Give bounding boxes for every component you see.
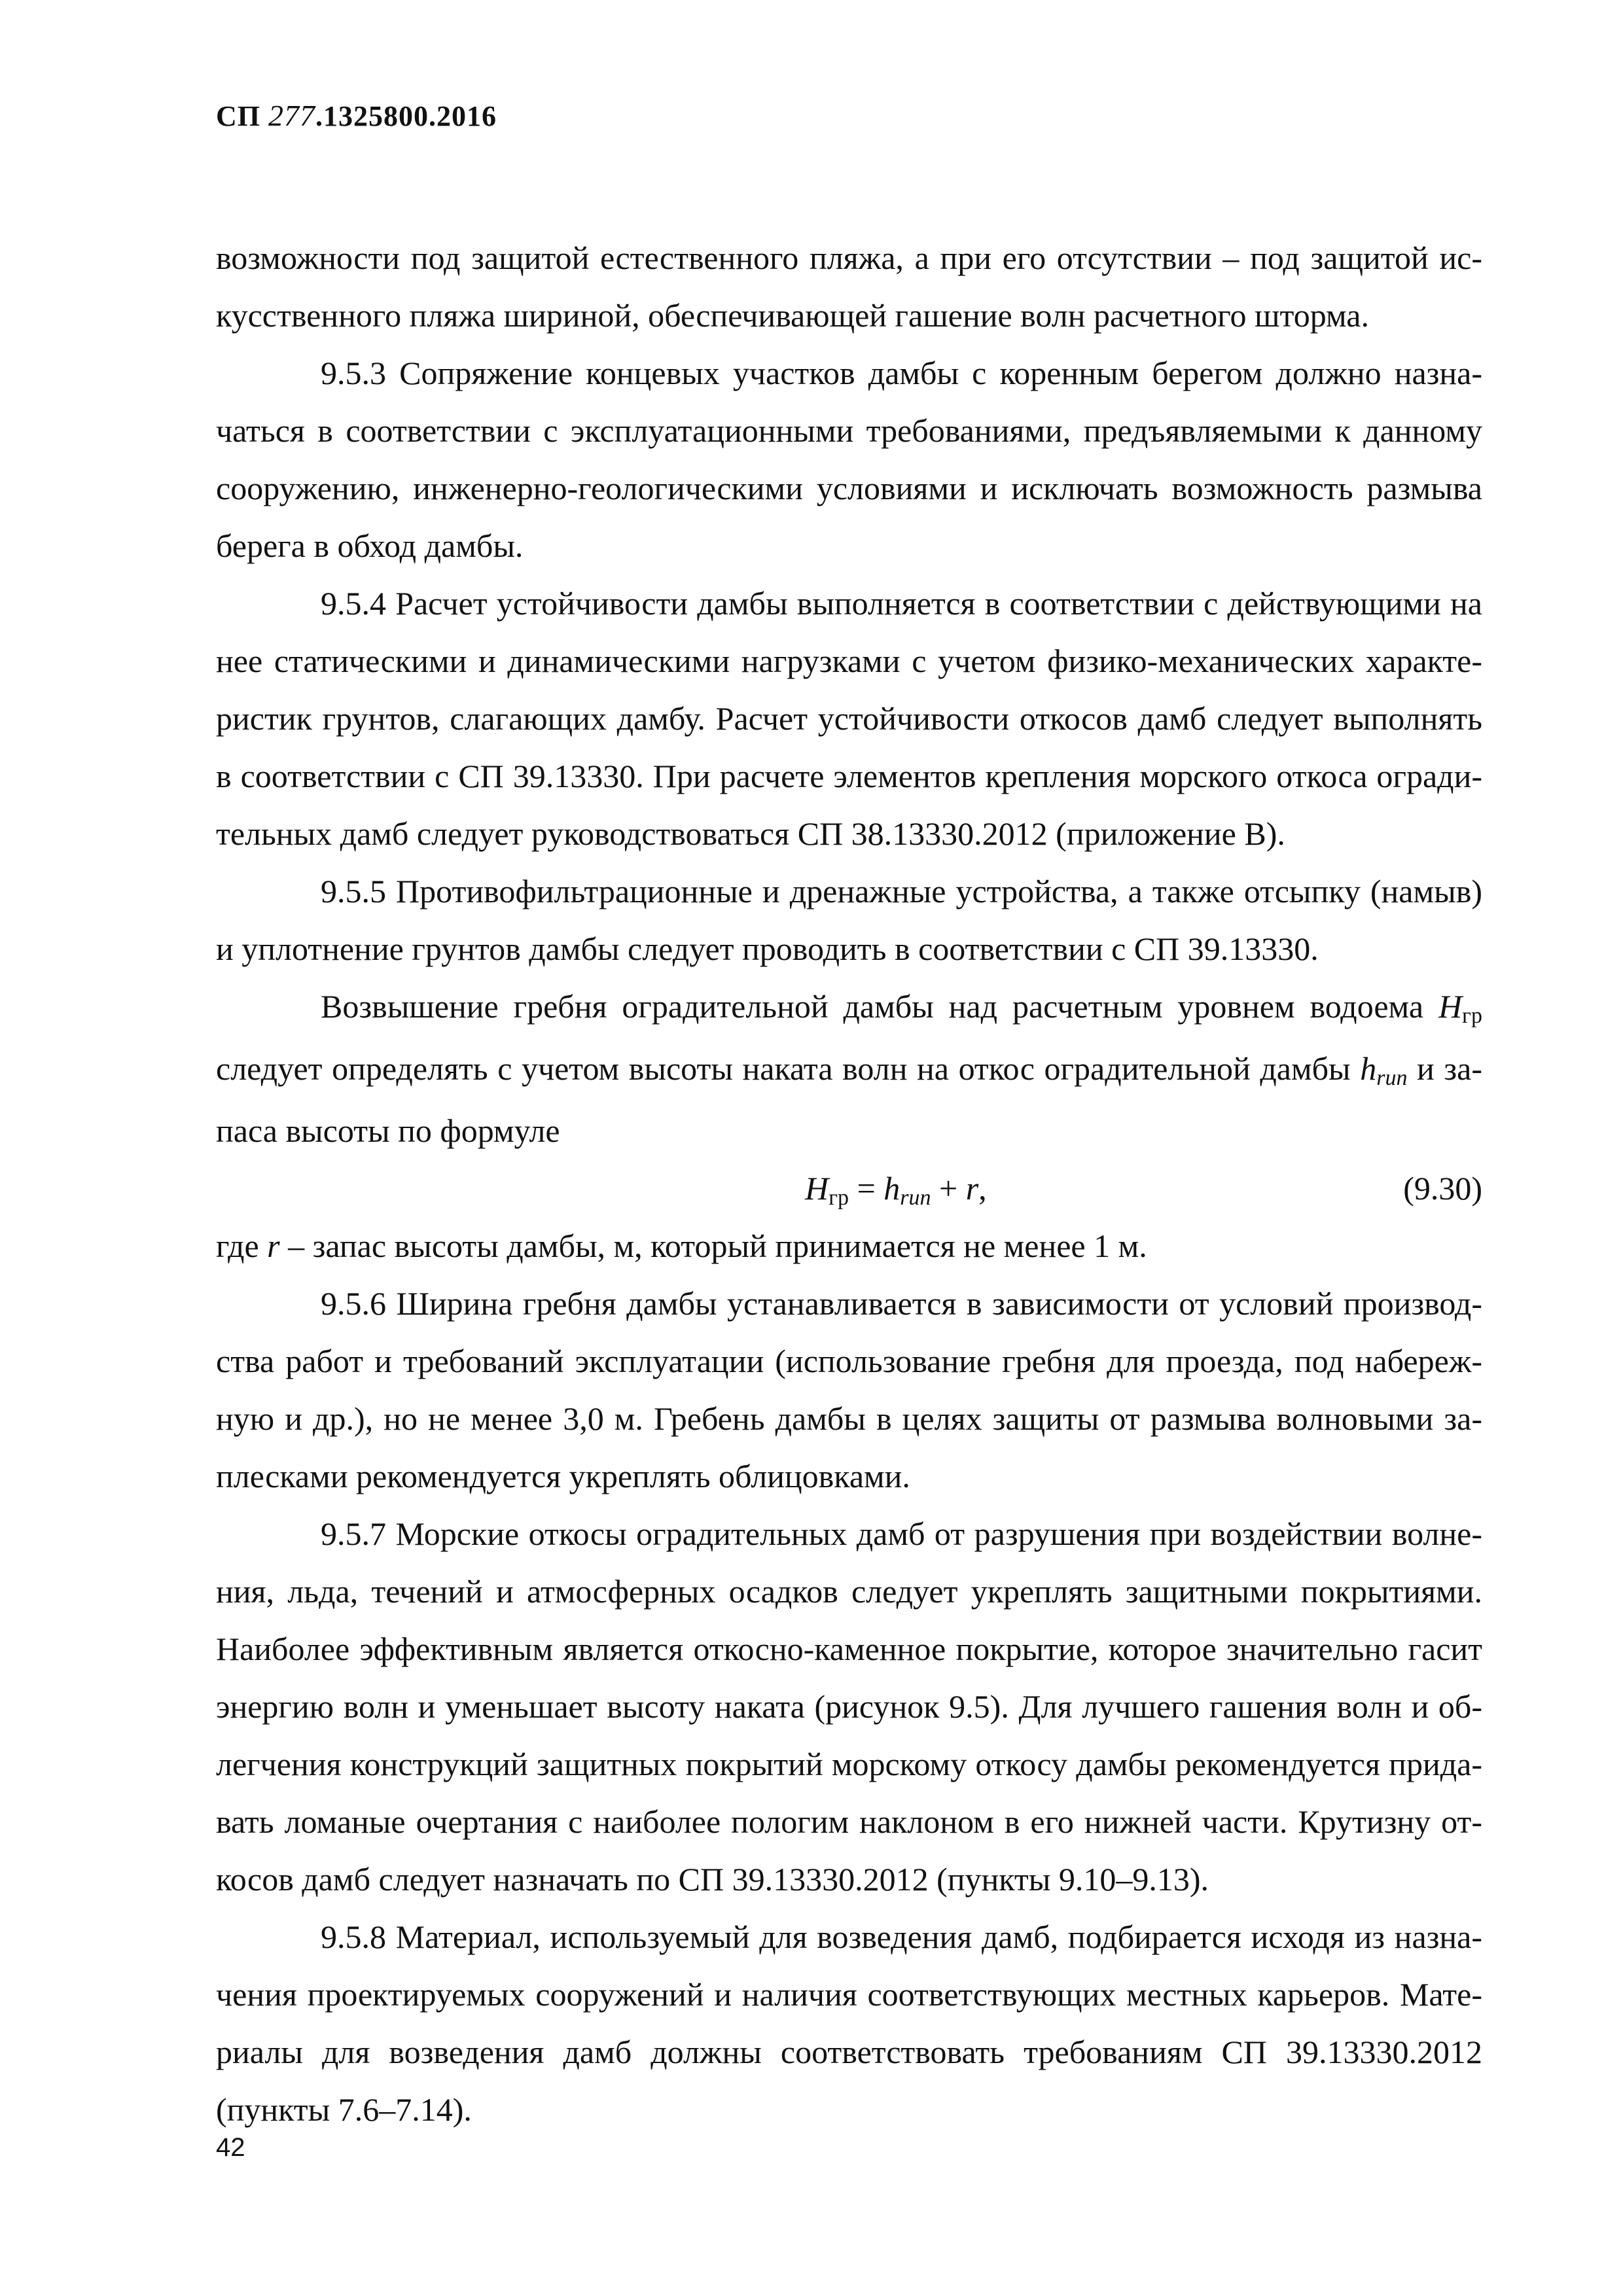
page-number: 42 — [216, 2133, 245, 2162]
where-text-b: – запас высоты дамбы, м, который принимается не менее 1 м. — [279, 1227, 1147, 1264]
formula-plus: + — [931, 1170, 966, 1207]
formula-expression — [805, 1159, 987, 1222]
header-suffix: .1325800.2016 — [315, 100, 497, 132]
formula-rhs1-sub: run — [900, 1186, 931, 1210]
document-header — [216, 98, 497, 133]
header-prefix: СП — [216, 100, 268, 132]
paragraph-continuation: возможности под защитой естественного пляжа, а при его отсутствии – под защитой искусственного пляжа шириной, обеспечивающей гашение волн расчетного шторма. — [216, 239, 1482, 334]
paragraph-crest-elevation — [216, 978, 1482, 1159]
paragraph-9-5-7: 9.5.7 Морские откосы оградительных дамб от разрушения при воздействии волнения, льда, течений и атмосферных осадков следует укреплять защитными покрытиями. Наиболее эффективным является откосно-каменное покрытие, которое значительно гасит энергию волн и уменьшает высоту наката (рисунок 9.5). Для лучшего гашения волн и облегчения конструкций защитных покрытий морскому откосу дамбы рекомендуется придавать ломаные очертания с наиболее пологим наклоном в его нижней части. Крутизну откосов дамб следует назначать по СП 39.13330.2012 (пункты 9.10–9.13). — [216, 1515, 1482, 1898]
header-handwritten-code: 277 — [268, 99, 315, 132]
crest-text-b: следует определять с учетом высоты наката волн на откос оградительной дамбы — [216, 1050, 1361, 1087]
formula-9-30 — [216, 1159, 1482, 1217]
paragraph-where-r — [216, 1217, 1482, 1275]
formula-rhs1: h — [883, 1170, 901, 1207]
paragraph-9-5-5: 9.5.5 Противофильтрационные и дренажные устройства, а также отсыпку (намыв) и уплотнение грунтов дамбы следует проводить в соответствии с СП 39.13330. — [216, 873, 1482, 967]
formula-rhs2: r — [965, 1170, 979, 1207]
formula-lhs-sub: гр — [829, 1186, 849, 1210]
where-text-a: где — [216, 1227, 268, 1264]
crest-symbol-h-sub: run — [1376, 1066, 1408, 1090]
crest-symbol-H-sub: гр — [1462, 1004, 1482, 1028]
crest-text-a: Возвышение гребня оградительной дамбы над расчетным уровнем водоема — [321, 988, 1438, 1025]
formula-tail: , — [978, 1170, 987, 1207]
formula-number: (9.30) — [1403, 1170, 1482, 1207]
paragraph-9-5-4: 9.5.4 Расчет устойчивости дамбы выполняется в соответствии с действующими на нее статическими и динамическими нагрузками с учетом физико-механических характеристик грунтов, слагающих дамбу. Расчет устойчивости откосов дамб следует выполнять в соответствии с СП 39.13330. При расчете элементов крепления морского откоса оградительных дамб следует руководствоваться СП 38.13330.2012 (приложение В). — [216, 585, 1482, 852]
paragraph-9-5-6: 9.5.6 Ширина гребня дамбы устанавливается в зависимости от условий производства работ и требований эксплуатации (использование гребня для проезда, под набережную и др.), но не менее 3,0 м. Гребень дамбы в целях защиты от размыва волновыми заплесками рекомендуется укреплять облицовками. — [216, 1285, 1482, 1494]
formula-eq: = — [849, 1170, 884, 1207]
formula-lhs: H — [805, 1170, 829, 1207]
where-symbol-r: r — [267, 1227, 280, 1264]
paragraph-9-5-3: 9.5.3 Сопряжение концевых участков дамбы с коренным берегом должно назначаться в соответствии с эксплуатационными требованиями, предъявляемыми к данному сооружению, инженерно-геологическими условиями и исключать возможность размыва берега в обход дамбы. — [216, 355, 1482, 564]
crest-text-c: и запаса высоты по формуле — [216, 1050, 1482, 1149]
crest-symbol-h: h — [1360, 1050, 1377, 1087]
paragraph-9-5-8: 9.5.8 Материал, используемый для возведения дамб, подбирается исходя из назначения проектируемых сооружений и наличия соответствующих местных карьеров. Материалы для возведения дамб должны соответствовать требованиям СП 39.13330.2012 (пункты 7.6–7.14). — [216, 1918, 1482, 2128]
body-text — [216, 229, 1482, 2138]
crest-symbol-H: H — [1438, 988, 1463, 1025]
